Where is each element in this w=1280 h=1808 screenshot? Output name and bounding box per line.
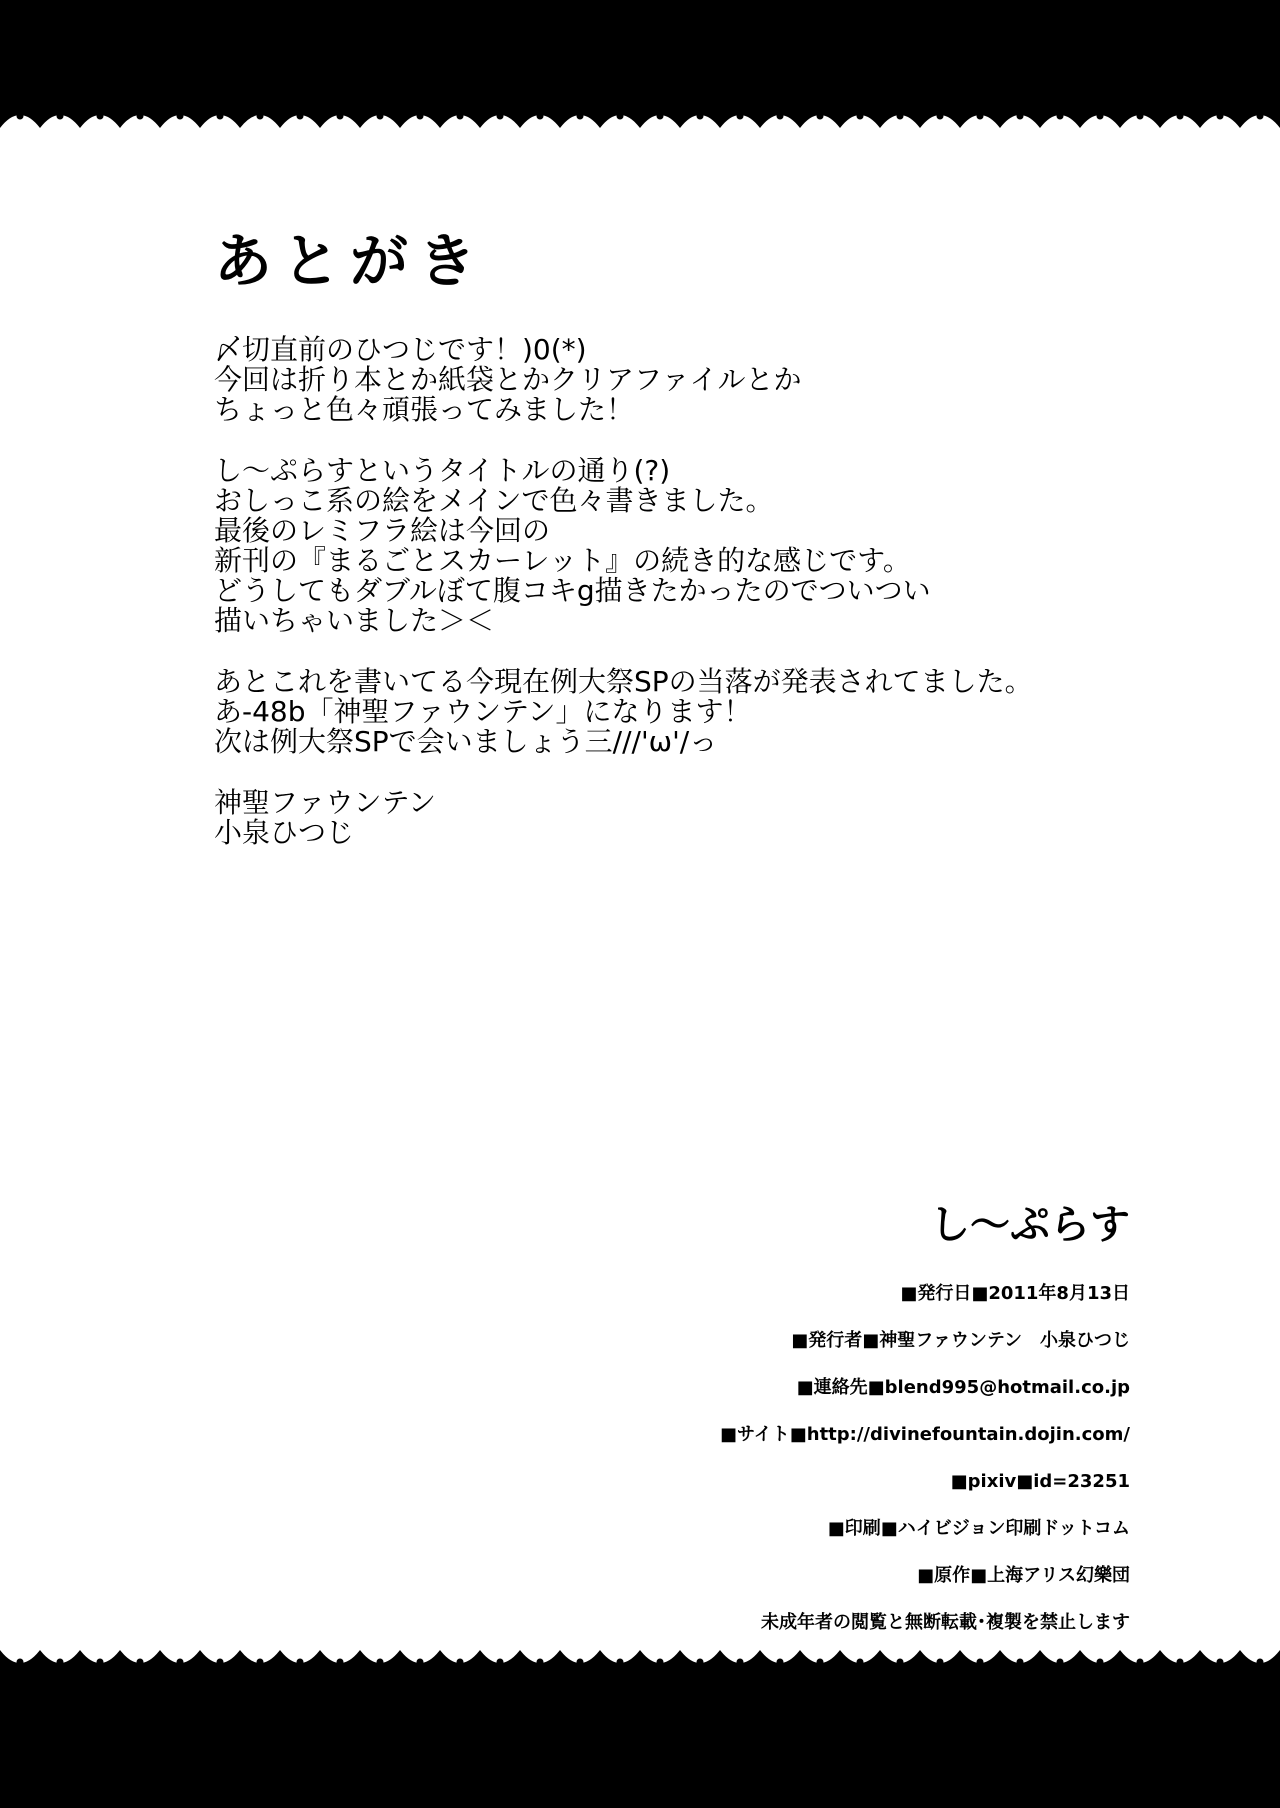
- lace-hole: [577, 1659, 584, 1666]
- printer: ■印刷■ハイビジョン印刷ドットコム: [827, 1518, 1130, 1539]
- lace-hole: [1017, 113, 1024, 120]
- lace-hole: [697, 1659, 704, 1666]
- afterword-heading: あとがき: [214, 227, 487, 295]
- circle-name: 神聖ファウンテン: [214, 786, 437, 819]
- lace-hole: [737, 1659, 744, 1666]
- lace-hole: [617, 113, 624, 120]
- pixiv-id: ■pixiv■id=23251: [950, 1471, 1130, 1492]
- lace-hole: [297, 113, 304, 120]
- lace-hole: [177, 113, 184, 120]
- text-line: おしっこ系の絵をメインで色々書きました。: [214, 484, 774, 517]
- text-line: し～ぷらすというタイトルの通り(?): [214, 454, 671, 487]
- top-lace-border: [0, 0, 1280, 128]
- lace-hole: [977, 1659, 984, 1666]
- text-line: 次は例大祭SPで会いましょう三///'ω'/っ: [214, 725, 718, 758]
- lace-hole: [777, 113, 784, 120]
- lace-hole: [217, 1659, 224, 1666]
- lace-hole: [257, 1659, 264, 1666]
- lace-hole: [297, 1659, 304, 1666]
- lace-hole: [217, 113, 224, 120]
- text-line: 今回は折り本とか紙袋とかクリアファイルとか: [214, 363, 802, 396]
- lace-hole: [17, 1659, 24, 1666]
- lace-hole: [817, 1659, 824, 1666]
- lace-hole: [537, 113, 544, 120]
- lace-hole: [897, 113, 904, 120]
- lace-hole: [457, 113, 464, 120]
- text-line: 描いちゃいました＞＜: [214, 604, 495, 637]
- signature-block: [214, 788, 1114, 848]
- lace-hole: [1217, 1659, 1224, 1666]
- lace-scallops: [0, 115, 1280, 128]
- lace-hole: [97, 113, 104, 120]
- lace-hole: [1057, 1659, 1064, 1666]
- lace-hole: [377, 113, 384, 120]
- lace-hole: [857, 113, 864, 120]
- lace-hole: [97, 1659, 104, 1666]
- lace-hole: [537, 1659, 544, 1666]
- lace-hole: [1137, 113, 1144, 120]
- lace-hole: [657, 1659, 664, 1666]
- lace-scallops: [0, 1650, 1280, 1663]
- copyright-notice: 未成年者の閲覧と無断転載･複製を禁止します: [761, 1612, 1130, 1633]
- publisher: ■発行者■神聖ファウンテン 小泉ひつじ: [791, 1330, 1130, 1351]
- lace-hole: [977, 113, 984, 120]
- lace-hole: [737, 113, 744, 120]
- lace-hole: [1097, 1659, 1104, 1666]
- lace-hole: [17, 113, 24, 120]
- lace-hole: [1177, 113, 1184, 120]
- lace-hole: [817, 113, 824, 120]
- lace-hole: [657, 113, 664, 120]
- lace-hole: [417, 113, 424, 120]
- lace-hole: [617, 1659, 624, 1666]
- lace-hole: [937, 113, 944, 120]
- text-line: 最後のレミフラ絵は今回の: [214, 514, 551, 547]
- afterword-paragraph: [214, 335, 1114, 425]
- lace-hole: [1257, 1659, 1264, 1666]
- lace-hole: [137, 1659, 144, 1666]
- lace-hole: [1097, 113, 1104, 120]
- text-line: あ-48b「神聖ファウンテン」になります！: [214, 695, 752, 728]
- afterword-body: [214, 335, 1114, 879]
- lace-hole: [1257, 113, 1264, 120]
- book-title: し～ぷらす: [930, 1202, 1130, 1248]
- lace-hole: [1217, 113, 1224, 120]
- publish-date: ■発行日■2011年8月13日: [900, 1283, 1130, 1304]
- lace-hole: [1137, 1659, 1144, 1666]
- lace-hole: [497, 113, 504, 120]
- text-line: 新刊の『まるごとスカーレット』の続き的な感じです。: [214, 544, 911, 577]
- lace-hole: [457, 1659, 464, 1666]
- top-lace-pattern: [0, 88, 1280, 128]
- website-url: ■サイト■http://divinefountain.dojin.com/: [720, 1424, 1130, 1445]
- lace-hole: [337, 1659, 344, 1666]
- lace-hole: [1017, 1659, 1024, 1666]
- lace-hole: [857, 1659, 864, 1666]
- text-line: あとこれを書いてる今現在例大祭SPの当落が発表されてました。: [214, 665, 1033, 698]
- text-line: どうしてもダブルぼて腹コキg描きたかったのでついつい: [214, 574, 931, 607]
- afterword-paragraph: [214, 667, 1114, 757]
- text-line: ちょっと色々頑張ってみました！: [214, 393, 635, 426]
- lace-hole: [777, 1659, 784, 1666]
- lace-hole: [177, 1659, 184, 1666]
- lace-hole: [417, 1659, 424, 1666]
- afterword-paragraph: [214, 456, 1114, 636]
- lace-hole: [137, 113, 144, 120]
- author-name: 小泉ひつじ: [214, 816, 355, 849]
- lace-hole: [1057, 113, 1064, 120]
- lace-hole: [337, 113, 344, 120]
- colophon: [430, 1282, 1130, 1658]
- contact-email: ■連絡先■blend995@hotmail.co.jp: [796, 1377, 1130, 1398]
- lace-hole: [257, 113, 264, 120]
- lace-hole: [377, 1659, 384, 1666]
- lace-hole: [697, 113, 704, 120]
- lace-hole: [897, 1659, 904, 1666]
- lace-hole: [57, 113, 64, 120]
- text-line: 〆切直前のひつじです！)0(*): [214, 333, 587, 366]
- bottom-lace-border: [0, 1650, 1280, 1808]
- bottom-lace-pattern: [0, 1650, 1280, 1690]
- lace-hole: [1177, 1659, 1184, 1666]
- lace-hole: [937, 1659, 944, 1666]
- lace-hole: [57, 1659, 64, 1666]
- lace-hole: [577, 113, 584, 120]
- original-work: ■原作■上海アリス幻樂団: [917, 1565, 1130, 1586]
- lace-hole: [497, 1659, 504, 1666]
